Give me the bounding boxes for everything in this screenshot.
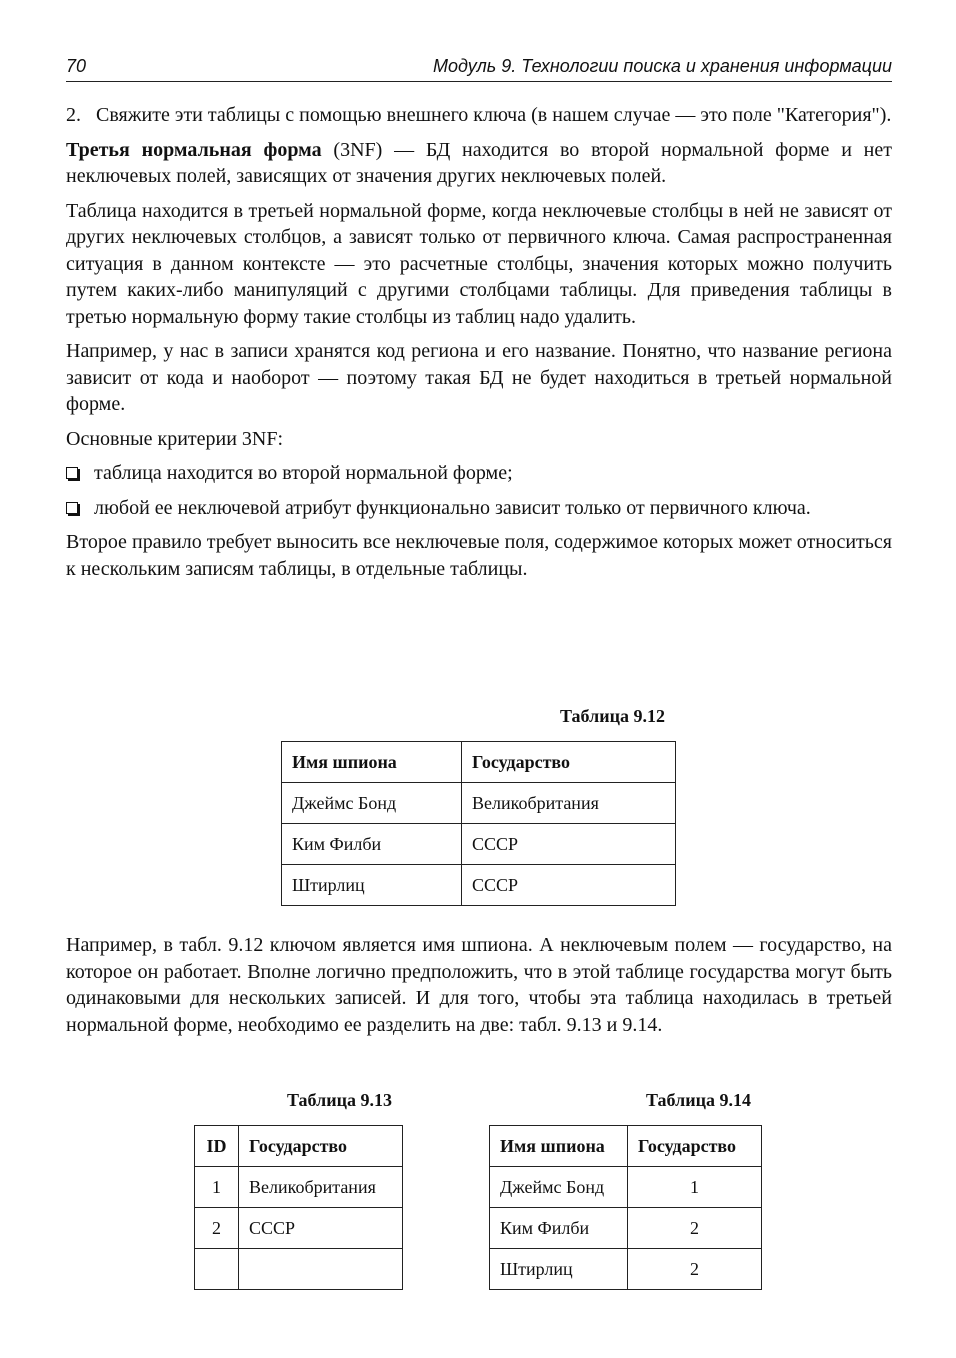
- table-row: [282, 824, 676, 865]
- table-cell: Штирлиц: [490, 1249, 628, 1290]
- table-header-row: [282, 742, 676, 783]
- table-cell: [195, 1249, 239, 1290]
- table-row: [195, 1208, 403, 1249]
- checkbox-bullet-icon: [66, 502, 78, 514]
- table-cell: Великобритания: [239, 1167, 403, 1208]
- paragraph-region-example: Например, у нас в записи хранятся код региона и его название. Понятно, что название региона зависит от кода и наоборот — поэтому такая БД не будет находиться в третьей нормальной форме.: [66, 340, 892, 415]
- column-header: Имя шпиона: [490, 1126, 628, 1167]
- header-rule: [66, 81, 892, 82]
- column-header: Государство: [239, 1126, 403, 1167]
- criteria-intro: Основные критерии 3NF:: [66, 427, 284, 450]
- table-row: [490, 1208, 762, 1249]
- table-9-13: [194, 1125, 403, 1290]
- table-cell: СССР: [239, 1208, 403, 1249]
- criteria-item-2: [66, 495, 892, 522]
- table-row: [195, 1167, 403, 1208]
- page-number: 70: [66, 56, 87, 76]
- criteria-item-1: [66, 460, 892, 487]
- table-cell: Джеймс Бонд: [282, 783, 462, 824]
- table-row: [195, 1249, 403, 1290]
- table-9-12: [281, 741, 676, 906]
- column-header: Имя шпиона: [282, 742, 462, 783]
- list-item-number: 2.: [66, 104, 81, 126]
- running-title: Модуль 9. Технологии поиска и хранения информации: [433, 56, 892, 76]
- paragraph-split-example: Например, в табл. 9.12 ключом является имя шпиона. А неключевым полем — государство, на которое он работает. Вполне логично предположить, что в этой таблице государства могут быть одинаковыми для нескольких записей. И для того, чтобы эта таблица находилась в третьей нормальной форме, необходимо ее разделить на две: табл. 9.13 и 9.14.: [66, 934, 892, 1036]
- table-header-row: [490, 1126, 762, 1167]
- table-cell: Великобритания: [462, 783, 676, 824]
- table-cell: 1: [628, 1167, 762, 1208]
- table-cell: 2: [195, 1208, 239, 1249]
- paragraph-3nf-definition: [66, 137, 892, 190]
- table-row: [282, 865, 676, 906]
- caption-table-9-13: Таблица 9.13: [287, 1090, 392, 1110]
- table-cell: [239, 1249, 403, 1290]
- table-header-row: [195, 1126, 403, 1167]
- table-cell: 2: [628, 1208, 762, 1249]
- text-body: [66, 102, 892, 590]
- table-cell: 1: [195, 1167, 239, 1208]
- table-9-14: [489, 1125, 762, 1290]
- table-row: [490, 1167, 762, 1208]
- definition-text: (3NF) — БД находится во второй нормальной форме и нет неключевых полей, зависящих от значения других неключевых полей.: [66, 138, 893, 187]
- table-cell: 2: [628, 1249, 762, 1290]
- text-body-2: [66, 932, 892, 1046]
- column-header: Государство: [462, 742, 676, 783]
- criteria-text: таблица находится во второй нормальной форме;: [94, 462, 513, 484]
- caption-table-9-14: Таблица 9.14: [646, 1090, 751, 1110]
- table-row: [490, 1249, 762, 1290]
- table-cell: Штирлиц: [282, 865, 462, 906]
- table-cell: Джеймс Бонд: [490, 1167, 628, 1208]
- checkbox-bullet-icon: [66, 467, 78, 479]
- table-cell: Ким Филби: [490, 1208, 628, 1249]
- list-item-2: [66, 102, 892, 129]
- criteria-text: любой ее неключевой атрибут функционально зависит только от первичного ключа.: [94, 496, 811, 519]
- table-row: [282, 783, 676, 824]
- table-cell: СССР: [462, 824, 676, 865]
- paragraph-table-3nf: Таблица находится в третьей нормальной форме, когда неключевые столбцы в ней не зависят от других неключевых столбцов, а зависят только от первичного ключа. Самая распространенная ситуация в данном контексте — это расчетные столбцы, значения которых можно получить путем каких-либо манипуляций с другими столбцами таблицы. Для приведения таблицы в третью нормальную форму такие столбцы из таблиц надо удалить.: [66, 199, 892, 328]
- paragraph-second-rule: Второе правило требует выносить все неключевые поля, содержимое которых может относиться к нескольким записям таблицы, в отдельные таблицы.: [66, 531, 892, 580]
- list-item-text: Свяжите эти таблицы с помощью внешнего ключа (в нашем случае — это поле "Категория").: [96, 104, 892, 126]
- table-cell: СССР: [462, 865, 676, 906]
- caption-table-9-12: Таблица 9.12: [560, 706, 665, 726]
- table-cell: Ким Филби: [282, 824, 462, 865]
- term-3nf: Третья нормальная форма: [66, 138, 322, 161]
- column-header: ID: [195, 1126, 239, 1167]
- column-header: Государство: [628, 1126, 762, 1167]
